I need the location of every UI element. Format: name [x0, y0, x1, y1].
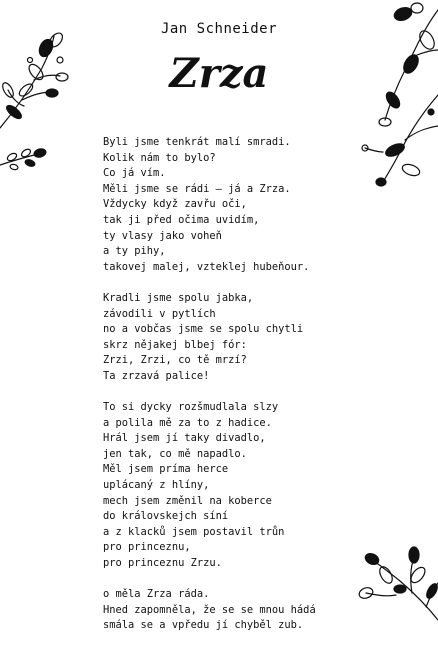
poem-line: Kolik nám to bylo? — [103, 151, 216, 164]
poem-body — [103, 135, 316, 650]
stanza-3 — [103, 400, 316, 572]
poem-line: smála se a vpředu jí chyběl zub. — [103, 619, 304, 632]
stanza-2 — [103, 291, 316, 385]
poem-line: Co já vím. — [103, 167, 166, 180]
poem-line: skrz nějakej blbej fór: — [103, 338, 247, 351]
poem-line: a polila mě za to z hadice. — [103, 416, 272, 429]
poem-line: Zrzi, Zrzi, co tě mrzí? — [103, 354, 247, 367]
poem-line: pro princeznu, — [103, 541, 191, 554]
poem-line: Kradli jsme spolu jabka, — [103, 291, 254, 304]
floral-sprig-icon — [0, 145, 46, 171]
poem-line: Měli jsme se rádi – já a Zrza. — [103, 182, 291, 195]
floral-branch-icon — [356, 545, 438, 620]
stanza-1 — [103, 135, 316, 275]
poem-line: mech jsem změnil na koberce — [103, 494, 272, 507]
poem-line: Ta zrzavá palice! — [103, 369, 210, 382]
poem-line: To si dycky rozšmudlala slzy — [103, 401, 279, 414]
poem-line: jen tak, co mě napadlo. — [103, 447, 247, 460]
poem-line: a ty pihy, — [103, 245, 166, 258]
stanza-4 — [103, 587, 316, 634]
poem-line: uplácaný z hlíny, — [103, 479, 210, 492]
poem-line: Hrál jsem jí taky divadlo, — [103, 432, 266, 445]
poem-line: do královskejch síní — [103, 510, 229, 523]
poem-line: Byli jsme tenkrát malí smradi. — [103, 136, 291, 148]
poem-line: no a vobčas jsme se spolu chytli — [103, 323, 304, 336]
poem-line: Vždycky když zavřu oči, — [103, 198, 247, 211]
poem-line: pro princeznu Zrzu. — [103, 557, 222, 570]
poem-line: ty vlasy jako voheň — [103, 229, 222, 242]
author-name: Jan Schneider — [160, 21, 278, 37]
poem-line: o měla Zrza ráda. — [103, 588, 210, 601]
poem-line: takovej malej, vzteklej hubeňour. — [103, 260, 310, 273]
poem-line: tak ji před očima uvidím, — [103, 213, 260, 226]
poem-line: závodili v pytlích — [103, 307, 216, 320]
poem-line: a z klacků jsem postavil trůn — [103, 525, 285, 538]
poem-title: Zrza — [169, 50, 269, 97]
poem-line: Měl jsem príma herce — [103, 463, 229, 476]
poem-line: Hned zapomněla, že se se mnou hádá — [103, 603, 316, 616]
